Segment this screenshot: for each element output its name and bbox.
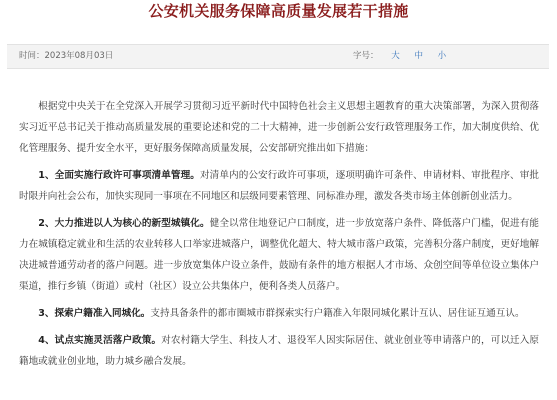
measure-text: 健全以常住地登记户口制度，进一步放宽落户条件、降低落户门槛，促进有能力在城镇稳定就业和生活的农业转移人口举家进城落户，调整优化超大、特大城市落户政策，完善积分落户制度，更好地解决进城普通劳动者的落户问题。进一步放宽集体户设立条件，鼓励有条件的地方根据人才市场、众创空间等单位设立集体户渠道，推行乡镇（街道）或村（社区）设立公共集体户，便利各类人员落户。 bbox=[19, 218, 539, 292]
intro-paragraph: 根据党中央关于在全党深入开展学习贯彻习近平新时代中国特色社会主义思想主题教育的重大决策部署，为深入贯彻落实习近平总书记关于推动高质量发展的重要论述和党的二十大精神，进一步创新公安行政管理服务工作，加大制度供给、优化管理服务、提升安全水平，更好服务保障高质量发展，公安部研究推出如下措施： bbox=[19, 101, 539, 154]
article-body bbox=[19, 96, 539, 378]
font-size-large-button[interactable]: 大 bbox=[391, 51, 400, 61]
measure-heading: 3、探索户籍准入同城化。 bbox=[38, 308, 151, 319]
measure-heading: 1、全面实施行政许可事项清单管理。 bbox=[38, 170, 200, 181]
article-meta-bar bbox=[7, 44, 549, 69]
measure-paragraph-1 bbox=[19, 165, 539, 207]
measure-heading: 4、试点实施灵活落户政策。 bbox=[38, 335, 162, 346]
font-size-small-button[interactable]: 小 bbox=[437, 51, 447, 61]
article-title: 公安机关服务保障高质量发展若干措施 bbox=[148, 2, 409, 20]
measure-paragraph-2 bbox=[19, 213, 539, 297]
measure-text: 对农村籍大学生、科技人才、退役军人因实际居住、就业创业等申请落户的，可以迁入原籍地或就业创业地，助力城乡融合发展。 bbox=[19, 335, 539, 367]
measure-paragraph-3 bbox=[19, 303, 539, 324]
publish-date: 时间：2023年08月03日 bbox=[19, 51, 114, 61]
measure-text: 支持具备条件的都市圈城市群探索实行户籍准入年限同城化累计互认、居住证互通互认。 bbox=[150, 308, 525, 319]
measure-text: 对清单内的公安行政许可事项，逐项明确许可条件、申请材料、审批程序、审批时限并向社会公布，加快实现同一事项在不同地区和层级同要素管理、同标准办理，激发各类市场主体创新创业活力。 bbox=[19, 170, 539, 202]
font-size-medium-button[interactable]: 中 bbox=[414, 51, 423, 61]
measure-heading: 2、大力推进以人为核心的新型城镇化。 bbox=[38, 218, 210, 229]
font-size-label: 字号： bbox=[353, 51, 379, 61]
font-size-control bbox=[353, 45, 458, 68]
measure-paragraph-4 bbox=[19, 330, 539, 372]
